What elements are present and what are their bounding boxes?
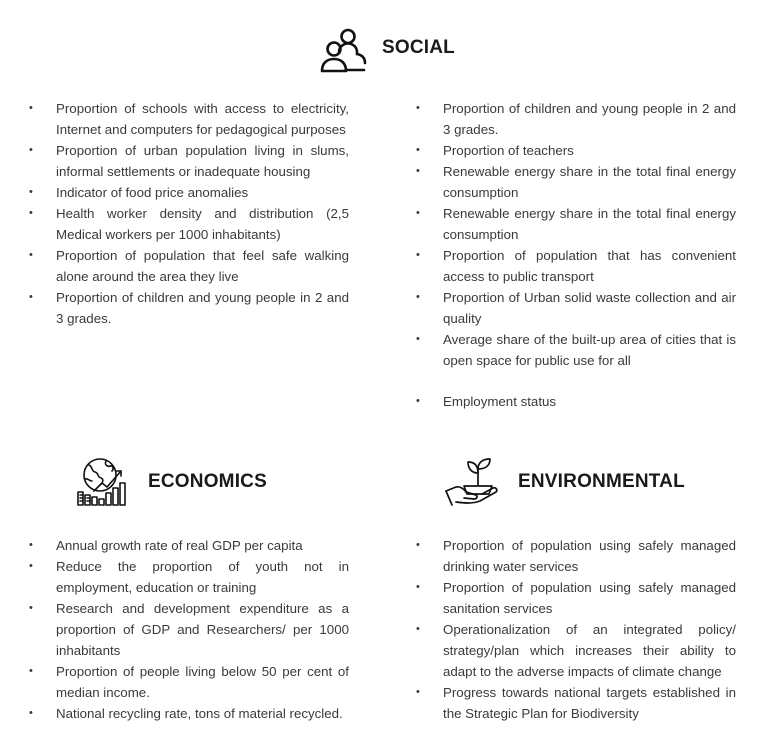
list-item: • Proportion of children and young people in 2 and 3 grades.: [29, 287, 349, 329]
people-icon: [320, 28, 368, 74]
list-item: • Proportion of children and young people in 2 and 3 grades.: [416, 98, 736, 140]
list-item: • Average share of the built-up area of cities that is open space for public use for all: [416, 329, 736, 371]
list-item: • Proportion of schools with access to electricity, Internet and computers for pedagogical purposes: [29, 98, 349, 140]
list-item: • Annual growth rate of real GDP per capita: [29, 535, 349, 556]
economics-list: [29, 535, 349, 724]
economics-heading: [76, 457, 267, 507]
environmental-list: [416, 535, 736, 724]
list-item: • Proportion of population that has convenient access to public transport: [416, 245, 736, 287]
social-heading: [320, 28, 455, 74]
list-item: • Proportion of population using safely managed drinking water services: [416, 535, 736, 577]
globe-growth-chart-icon: [76, 457, 128, 507]
list-item: • Proportion of teachers: [416, 140, 736, 161]
social-right-list: [416, 98, 736, 412]
list-item: • Renewable energy share in the total final energy consumption: [416, 161, 736, 203]
hand-sprout-icon: [444, 457, 500, 507]
list-item: • Research and development expenditure as a proportion of GDP and Researchers/ per 1000 inhabitants: [29, 598, 349, 661]
list-item: • Employment status: [416, 391, 736, 412]
list-item: • Indicator of food price anomalies: [29, 182, 349, 203]
economics-title: ECONOMICS: [148, 471, 267, 492]
list-item: • Proportion of population that feel safe walking alone around the area they live: [29, 245, 349, 287]
list-item: • Progress towards national targets established in the Strategic Plan for Biodiversity: [416, 682, 736, 724]
list-item: • Renewable energy share in the total final energy consumption: [416, 203, 736, 245]
social-title: SOCIAL: [382, 37, 455, 58]
list-item: • Proportion of population using safely managed sanitation services: [416, 577, 736, 619]
list-item: • Reduce the proportion of youth not in employment, education or training: [29, 556, 349, 598]
list-item: • Proportion of urban population living in slums, informal settlements or inadequate housing: [29, 140, 349, 182]
environmental-title: ENVIRONMENTAL: [518, 471, 685, 492]
social-left-list: [29, 98, 349, 329]
list-item: • Proportion of people living below 50 per cent of median income.: [29, 661, 349, 703]
list-item: • National recycling rate, tons of material recycled.: [29, 703, 349, 724]
environmental-heading: [444, 457, 685, 507]
list-item: • Health worker density and distribution (2,5 Medical workers per 1000 inhabitants): [29, 203, 349, 245]
list-item: • Operationalization of an integrated policy/ strategy/plan which increases their ability to adapt to the adverse impacts of climate change: [416, 619, 736, 682]
list-item: • Proportion of Urban solid waste collection and air quality: [416, 287, 736, 329]
